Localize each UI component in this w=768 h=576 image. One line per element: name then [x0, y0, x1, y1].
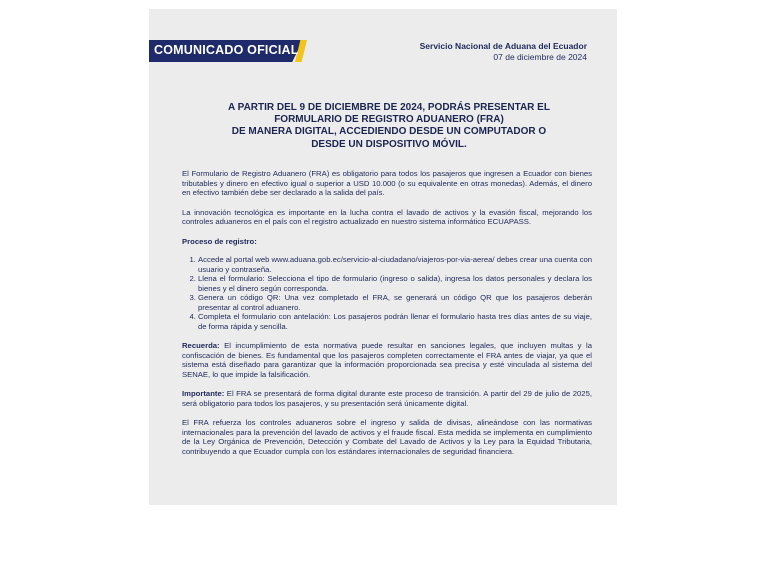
reminder-text: El incumplimiento de esta normativa puede resultar en sanciones legales, que incluyen multas y la confiscación de bienes. Es fundamental que los pasajeros completen correctamente el FRA antes de viajar, ya que el sistema está diseñado para garantizar que la información proporcionada sea precisa y esté vinculada al sistema del SENAE, lo que impide la falsificación.: [182, 341, 592, 379]
process-step: 2. Llena el formulario: Selecciona el tipo de formulario (ingreso o salida), ingresa los datos personales y declara los bienes y el dinero según corresponda.: [198, 274, 592, 293]
paragraph-important: [182, 389, 592, 408]
issue-date: 07 de diciembre de 2024: [493, 52, 587, 62]
issuer-block: [420, 41, 587, 63]
paragraph-reminder: [182, 341, 592, 379]
headline-line: FORMULARIO DE REGISTRO ADUANERO (FRA): [274, 114, 504, 126]
badge-label: COMUNICADO OFICIAL: [154, 43, 299, 57]
headline: [189, 102, 589, 151]
headline-line: DE MANERA DIGITAL, ACCEDIENDO DESDE UN COMPUTADOR O: [231, 126, 547, 138]
process-steps: [182, 255, 592, 331]
paragraph-innovation: La innovación tecnológica es importante en la lucha contra el lavado de activos y la evasión fiscal, mejorando los controles aduaneros en el país con el registro actualizado en nuestro sistema informático ECUAPASS.: [182, 207, 592, 226]
process-step: 1. Accede al portal web www.aduana.gob.ec/servicio-al-ciudadano/viajeros-por-via-aerea/ debes crear una cuenta con usuario y contraseña.: [198, 255, 592, 274]
process-title: Proceso de registro:: [182, 236, 257, 246]
issuer-name: Servicio Nacional de Aduana del Ecuador: [419, 41, 587, 51]
important-text: El FRA se presentará de forma digital durante este proceso de transición. A partir del 29 de julio de 2025, será obligatorio para todos los pasajeros, y su presentación será únicamente digital.: [182, 389, 592, 408]
important-label: Importante:: [182, 389, 225, 398]
body-text: [182, 169, 592, 466]
headline-line: A PARTIR DEL 9 DE DICIEMBRE DE 2024, PODRÁS PRESENTAR EL: [228, 102, 550, 113]
reminder-label: Recuerda:: [182, 341, 220, 350]
communique-document: [149, 9, 617, 505]
process-step: 3. Genera un código QR: Una vez completado el FRA, se generará un código QR que los pasajeros deberán presentar al control aduanero.: [198, 293, 592, 312]
process-step: 4. Completa el formulario con antelación: Los pasajeros podrán llenar el formulario hasta tres días antes de su viaje, de forma rápida y sencilla.: [198, 312, 592, 331]
paragraph-closing: El FRA refuerza los controles aduaneros sobre el ingreso y salida de divisas, alineándose con las normativas internacionales para la prevención del lavado de activos y el fraude fiscal. Esta medida se implementa en cumplimiento de la Ley Orgánica de Prevención, Detección y Combate del Lavado de Activos y la Ley para la Equidad Tributaria, contribuyendo a que Ecuador cumpla con los estándares internacionales de seguridad financiera.: [182, 418, 592, 456]
paragraph-fra-obligation: El Formulario de Registro Aduanero (FRA) es obligatorio para todos los pasajeros que ingresen a Ecuador con bienes tributables y dinero en efectivo igual o superior a USD 10.000 (o su equivalente en otras monedas). Además, el dinero en efectivo también debe ser declarado a la salida del país.: [182, 169, 592, 197]
headline-line: DESDE UN DISPOSITIVO MÓVIL.: [311, 138, 467, 150]
